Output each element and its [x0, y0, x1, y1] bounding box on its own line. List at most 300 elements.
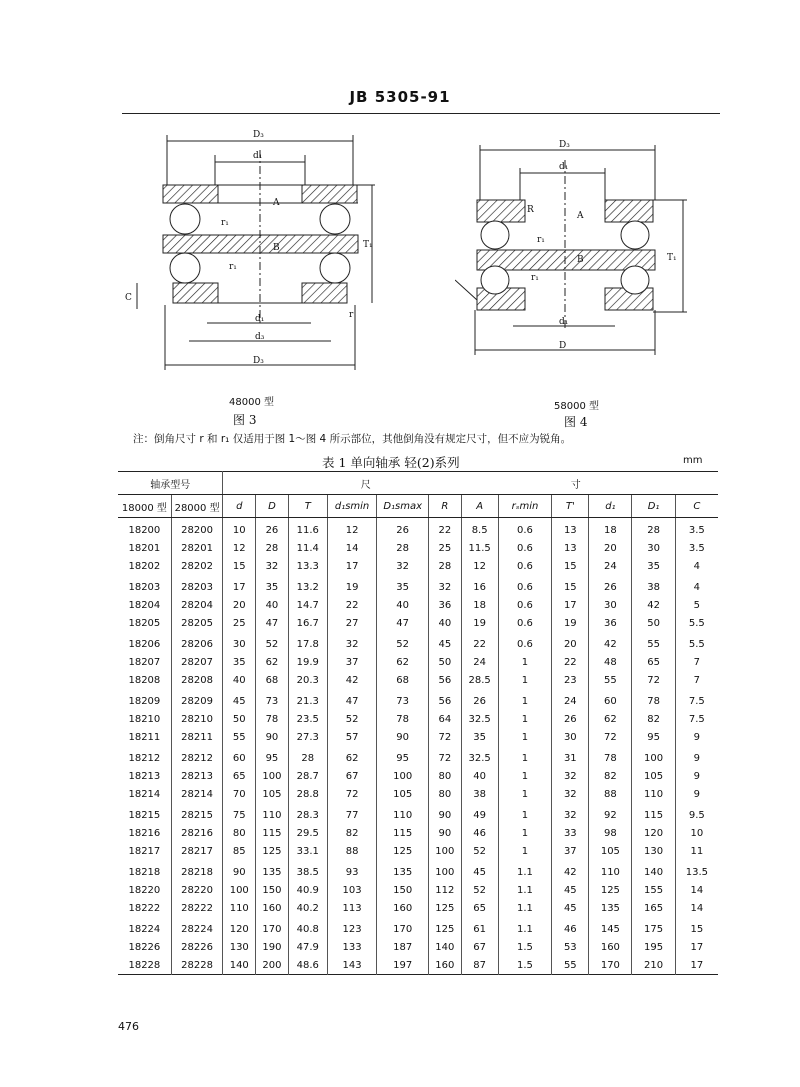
- table-cell: 48.6: [288, 956, 327, 975]
- table-cell: 7.5: [675, 689, 718, 710]
- header-bearing-model: 轴承型号: [118, 472, 223, 495]
- table-cell: 110: [632, 785, 675, 803]
- table-cell: 12: [223, 539, 256, 557]
- table-cell: 28213: [171, 767, 223, 785]
- table-cell: 65: [223, 767, 256, 785]
- table-cell: 32.5: [461, 746, 498, 767]
- table-row: [118, 539, 718, 557]
- table-cell: 0.6: [498, 632, 552, 653]
- table-cell: 47: [256, 614, 289, 632]
- table-cell: 140: [429, 938, 462, 956]
- fig4-label-D3-top: D₃: [559, 140, 570, 150]
- table-cell: 18200: [128, 524, 161, 536]
- table-cell: 100: [429, 842, 462, 860]
- table-cell: 16.7: [288, 614, 327, 632]
- table-cell: 78: [256, 710, 289, 728]
- table-cell: 1: [498, 803, 552, 824]
- table-cell: 28214: [171, 785, 223, 803]
- table-cell: 32: [429, 575, 462, 596]
- label-A: A: [273, 198, 280, 208]
- table-cell: 0.6: [498, 539, 552, 557]
- table-cell: 10: [223, 518, 256, 540]
- table-cell: 33.1: [288, 842, 327, 860]
- table-cell: 14: [675, 881, 718, 899]
- table-cell: 18205: [128, 617, 161, 629]
- table-row: [118, 596, 718, 614]
- table-cell: 0.6: [498, 557, 552, 575]
- table-cell: 125: [429, 899, 462, 917]
- table-cell: 47: [377, 614, 429, 632]
- label-B: B: [273, 243, 280, 253]
- table-cell: 18: [589, 518, 632, 540]
- table-cell: 187: [377, 938, 429, 956]
- table-row: [118, 824, 718, 842]
- table-cell: 8.5: [461, 518, 498, 540]
- table-cell: 60: [589, 689, 632, 710]
- table-row: [118, 746, 718, 767]
- figure-4-type-label: 58000 型: [554, 401, 599, 412]
- table-cell: 28: [632, 518, 675, 540]
- table-cell: 1.1: [498, 881, 552, 899]
- table-cell: 110: [589, 860, 632, 881]
- table-cell: 1: [498, 689, 552, 710]
- table-cell: 110: [223, 899, 256, 917]
- header-rule: [122, 113, 720, 114]
- fig4-label-d1-top: d₁: [559, 162, 569, 172]
- table-cell: 13.5: [675, 860, 718, 881]
- table-cell: 40: [461, 767, 498, 785]
- column-header: A: [461, 495, 498, 518]
- table-cell: 40: [223, 671, 256, 689]
- table-row: [118, 689, 718, 710]
- table-cell: 49: [461, 803, 498, 824]
- table-cell: 145: [589, 917, 632, 938]
- table-cell: 13: [552, 518, 589, 540]
- table-row: [118, 728, 718, 746]
- table-cell: 1.1: [498, 899, 552, 917]
- table-cell: 28.7: [288, 767, 327, 785]
- table-cell: 7.5: [675, 710, 718, 728]
- table-cell: 30: [589, 596, 632, 614]
- table-cell: 52: [377, 632, 429, 653]
- table-cell: 3.5: [675, 518, 718, 540]
- table-cell: 18201: [128, 542, 161, 554]
- table-cell: 40.2: [288, 899, 327, 917]
- table-cell: 78: [632, 689, 675, 710]
- table-cell: 62: [589, 710, 632, 728]
- table-cell: 150: [256, 881, 289, 899]
- table-cell: 28: [256, 539, 289, 557]
- table-cell: 90: [377, 728, 429, 746]
- table-cell: 24: [552, 689, 589, 710]
- table-row: [118, 956, 718, 975]
- table-cell: 28207: [171, 653, 223, 671]
- table-cell: 38.5: [288, 860, 327, 881]
- table-cell: 18210: [128, 713, 161, 725]
- table-cell: 195: [632, 938, 675, 956]
- table-cell: 25: [223, 614, 256, 632]
- table-cell: 38: [632, 575, 675, 596]
- table-cell: 110: [377, 803, 429, 824]
- table-cell: 87: [461, 956, 498, 975]
- table-cell: 100: [223, 881, 256, 899]
- table-cell: 18224: [128, 923, 161, 935]
- table-cell: 11.5: [461, 539, 498, 557]
- table-row: [118, 710, 718, 728]
- table-cell: 18209: [128, 695, 161, 707]
- table-cell: 140: [632, 860, 675, 881]
- table-cell: 160: [429, 956, 462, 975]
- table-cell: 28: [288, 746, 327, 767]
- table-cell: 78: [377, 710, 429, 728]
- table-cell: 62: [256, 653, 289, 671]
- document-header: JB 5305-91: [349, 88, 451, 106]
- table-cell: 13.2: [288, 575, 327, 596]
- table-cell: 18202: [128, 560, 161, 572]
- table-cell: 62: [327, 746, 377, 767]
- table-cell: 90: [223, 860, 256, 881]
- table-cell: 130: [632, 842, 675, 860]
- table-cell: 1: [498, 767, 552, 785]
- table-cell: 26: [256, 518, 289, 540]
- table-cell: 7: [675, 671, 718, 689]
- table-cell: 160: [377, 899, 429, 917]
- table-row: [118, 632, 718, 653]
- table-cell: 5: [675, 596, 718, 614]
- table-cell: 17: [223, 575, 256, 596]
- table-cell: 47: [327, 689, 377, 710]
- table-cell: 45: [552, 899, 589, 917]
- column-header: 28000 型: [171, 495, 223, 518]
- table-cell: 18217: [128, 845, 161, 857]
- table-cell: 115: [377, 824, 429, 842]
- fig4-label-d1-bottom: d₁: [559, 317, 569, 327]
- table-cell: 9.5: [675, 803, 718, 824]
- table-cell: 28209: [171, 689, 223, 710]
- table-cell: 29.5: [288, 824, 327, 842]
- table-row: [118, 671, 718, 689]
- label-r1-b: r₁: [229, 262, 237, 272]
- fig4-label-R: R: [527, 205, 534, 215]
- table-cell: 18214: [128, 788, 161, 800]
- label-C: C: [125, 293, 132, 303]
- table-row: [118, 860, 718, 881]
- table-cell: 15: [552, 557, 589, 575]
- table-cell: 1: [498, 671, 552, 689]
- header-dimensions: [223, 472, 718, 495]
- table-cell: 0.6: [498, 614, 552, 632]
- table-cell: 27: [327, 614, 377, 632]
- table-cell: 1: [498, 824, 552, 842]
- table-cell: 4: [675, 557, 718, 575]
- table-cell: 88: [327, 842, 377, 860]
- table-cell: 28212: [171, 746, 223, 767]
- table-cell: 18215: [128, 809, 161, 821]
- table-cell: 38: [461, 785, 498, 803]
- chamfer-note: 注：倒角尺寸 r 和 r₁ 仅适用于图 1～图 4 所示部位，其他倒角没有规定尺寸，但不应为锐角。: [133, 433, 572, 445]
- table-cell: 52: [461, 842, 498, 860]
- table-cell: 100: [632, 746, 675, 767]
- table-cell: 197: [377, 956, 429, 975]
- table-cell: 82: [327, 824, 377, 842]
- table-cell: 120: [632, 824, 675, 842]
- table-cell: 45: [429, 632, 462, 653]
- table-cell: 27.3: [288, 728, 327, 746]
- table-cell: 36: [589, 614, 632, 632]
- table-cell: 42: [632, 596, 675, 614]
- table-cell: 90: [429, 824, 462, 842]
- table-cell: 1: [498, 785, 552, 803]
- table-cell: 26: [589, 575, 632, 596]
- table-cell: 22: [461, 632, 498, 653]
- table-cell: 17: [552, 596, 589, 614]
- table-cell: 40.9: [288, 881, 327, 899]
- table-cell: 78: [589, 746, 632, 767]
- table-cell: 133: [327, 938, 377, 956]
- table-cell: 0.6: [498, 575, 552, 596]
- table-cell: 52: [256, 632, 289, 653]
- table-row: [118, 653, 718, 671]
- table-cell: 28.5: [461, 671, 498, 689]
- table-cell: 100: [377, 767, 429, 785]
- figure-3-caption: 图 3: [233, 413, 257, 427]
- table-cell: 20: [552, 632, 589, 653]
- table-cell: 10: [675, 824, 718, 842]
- table-cell: 9: [675, 767, 718, 785]
- table-cell: 26: [552, 710, 589, 728]
- table-cell: 72: [429, 746, 462, 767]
- table-cell: 18203: [128, 581, 161, 593]
- table-cell: 19.9: [288, 653, 327, 671]
- table-cell: 68: [256, 671, 289, 689]
- table-cell: 19: [552, 614, 589, 632]
- table-cell: 18220: [128, 884, 161, 896]
- table-cell: 33: [552, 824, 589, 842]
- table-cell: 23.5: [288, 710, 327, 728]
- label-D3-top: D₃: [253, 130, 264, 140]
- table-cell: 12: [327, 518, 377, 540]
- table-cell: 28222: [171, 899, 223, 917]
- table-cell: 150: [377, 881, 429, 899]
- table-cell: 1: [498, 728, 552, 746]
- table-cell: 28204: [171, 596, 223, 614]
- table-cell: 100: [429, 860, 462, 881]
- table-cell: 170: [589, 956, 632, 975]
- table-cell: 61: [461, 917, 498, 938]
- table-cell: 72: [429, 728, 462, 746]
- table-cell: 45: [552, 881, 589, 899]
- column-header: C: [675, 495, 718, 518]
- table-cell: 105: [377, 785, 429, 803]
- table-cell: 135: [256, 860, 289, 881]
- table-cell: 18204: [128, 599, 161, 611]
- table-cell: 165: [632, 899, 675, 917]
- table-cell: 112: [429, 881, 462, 899]
- table-cell: 18213: [128, 770, 161, 782]
- table-cell: 35: [461, 728, 498, 746]
- table-cell: 72: [589, 728, 632, 746]
- table-cell: 113: [327, 899, 377, 917]
- table-cell: 18212: [128, 752, 161, 764]
- table-cell: 40: [429, 614, 462, 632]
- table-cell: 42: [589, 632, 632, 653]
- table-cell: 90: [256, 728, 289, 746]
- table-cell: 18216: [128, 827, 161, 839]
- label-r1-a: r₁: [221, 218, 229, 228]
- table-cell: 18207: [128, 656, 161, 668]
- table-cell: 9: [675, 728, 718, 746]
- table-cell: 40: [377, 596, 429, 614]
- table-cell: 105: [632, 767, 675, 785]
- header-dimensions-char-2: 寸: [570, 479, 581, 491]
- table-cell: 140: [223, 956, 256, 975]
- table-cell: 1: [498, 710, 552, 728]
- table-cell: 72: [632, 671, 675, 689]
- header-dimensions-char-1: 尺: [360, 479, 371, 491]
- column-header: D₁: [632, 495, 675, 518]
- table-row: [118, 575, 718, 596]
- table-cell: 25: [429, 539, 462, 557]
- table-cell: 46: [461, 824, 498, 842]
- table-cell: 19: [327, 575, 377, 596]
- table-cell: 120: [223, 917, 256, 938]
- table-cell: 32: [552, 767, 589, 785]
- table-cell: 64: [429, 710, 462, 728]
- table-cell: 50: [429, 653, 462, 671]
- table-cell: 75: [223, 803, 256, 824]
- table-cell: 15: [223, 557, 256, 575]
- table-cell: 0.6: [498, 596, 552, 614]
- figure-4-drawing: [455, 140, 700, 375]
- table-cell: 73: [377, 689, 429, 710]
- table-cell: 1.5: [498, 938, 552, 956]
- table-cell: 125: [589, 881, 632, 899]
- fig4-label-T1: T₁: [667, 253, 677, 263]
- table-cell: 22: [429, 518, 462, 540]
- table-cell: 125: [429, 917, 462, 938]
- table-cell: 18211: [128, 731, 161, 743]
- table-cell: 23: [552, 671, 589, 689]
- table-cell: 1: [498, 746, 552, 767]
- table-cell: 32: [552, 803, 589, 824]
- table-cell: 18208: [128, 674, 161, 686]
- table-cell: 103: [327, 881, 377, 899]
- table-cell: 35: [632, 557, 675, 575]
- table-cell: 42: [552, 860, 589, 881]
- table-cell: 30: [632, 539, 675, 557]
- table-cell: 52: [461, 881, 498, 899]
- table-cell: 28: [429, 557, 462, 575]
- column-header: T: [288, 495, 327, 518]
- table-cell: 0.6: [498, 518, 552, 540]
- figure-4-caption: 图 4: [564, 415, 588, 429]
- table-cell: 57: [327, 728, 377, 746]
- figure-3-type-label: 48000 型: [229, 397, 274, 408]
- table-cell: 55: [552, 956, 589, 975]
- table-row: [118, 881, 718, 899]
- table-cell: 32: [377, 557, 429, 575]
- table-cell: 67: [327, 767, 377, 785]
- column-header: T': [552, 495, 589, 518]
- label-r: r: [349, 310, 354, 320]
- table-cell: 135: [377, 860, 429, 881]
- table-cell: 45: [461, 860, 498, 881]
- table-cell: 16: [461, 575, 498, 596]
- table-cell: 40.8: [288, 917, 327, 938]
- table-cell: 9: [675, 746, 718, 767]
- table-cell: 37: [552, 842, 589, 860]
- table-cell: 28.8: [288, 785, 327, 803]
- table-cell: 18: [461, 596, 498, 614]
- table-cell: 105: [589, 842, 632, 860]
- table-cell: 125: [377, 842, 429, 860]
- table-cell: 95: [377, 746, 429, 767]
- table-cell: 4: [675, 575, 718, 596]
- label-D3-bottom: D₃: [253, 356, 264, 366]
- table-unit: mm: [683, 455, 703, 466]
- table-cell: 21.3: [288, 689, 327, 710]
- table-cell: 175: [632, 917, 675, 938]
- table-cell: 105: [256, 785, 289, 803]
- table-cell: 5.5: [675, 632, 718, 653]
- table-cell: 24: [589, 557, 632, 575]
- table-cell: 50: [223, 710, 256, 728]
- table-cell: 28200: [171, 518, 223, 540]
- table-cell: 143: [327, 956, 377, 975]
- table-cell: 14.7: [288, 596, 327, 614]
- table-cell: 1.5: [498, 956, 552, 975]
- table-cell: 28210: [171, 710, 223, 728]
- table-cell: 13: [552, 539, 589, 557]
- table-cell: 55: [589, 671, 632, 689]
- table-cell: 9: [675, 785, 718, 803]
- table-cell: 28226: [171, 938, 223, 956]
- table-cell: 160: [256, 899, 289, 917]
- fig4-label-A: A: [577, 211, 584, 221]
- table-cell: 62: [377, 653, 429, 671]
- table-cell: 37: [327, 653, 377, 671]
- table-cell: 80: [223, 824, 256, 842]
- table-cell: 46: [552, 917, 589, 938]
- table-row: [118, 842, 718, 860]
- table-cell: 82: [589, 767, 632, 785]
- table-row: [118, 917, 718, 938]
- table-row: [118, 899, 718, 917]
- table-cell: 35: [256, 575, 289, 596]
- table-row: [118, 767, 718, 785]
- table-cell: 30: [223, 632, 256, 653]
- table-cell: 170: [377, 917, 429, 938]
- table-cell: 52: [327, 710, 377, 728]
- label-d1-bottom: d₁: [255, 314, 265, 324]
- table-cell: 98: [589, 824, 632, 842]
- table-cell: 22: [552, 653, 589, 671]
- table-cell: 85: [223, 842, 256, 860]
- table-cell: 24: [461, 653, 498, 671]
- table-cell: 14: [675, 899, 718, 917]
- table-cell: 123: [327, 917, 377, 938]
- table-cell: 28206: [171, 632, 223, 653]
- table-cell: 60: [223, 746, 256, 767]
- table-cell: 42: [327, 671, 377, 689]
- table-cell: 1.1: [498, 917, 552, 938]
- table-cell: 73: [256, 689, 289, 710]
- table-cell: 93: [327, 860, 377, 881]
- table-cell: 28202: [171, 557, 223, 575]
- bearing-table: [118, 471, 718, 975]
- table-cell: 160: [589, 938, 632, 956]
- table-cell: 18206: [128, 638, 161, 650]
